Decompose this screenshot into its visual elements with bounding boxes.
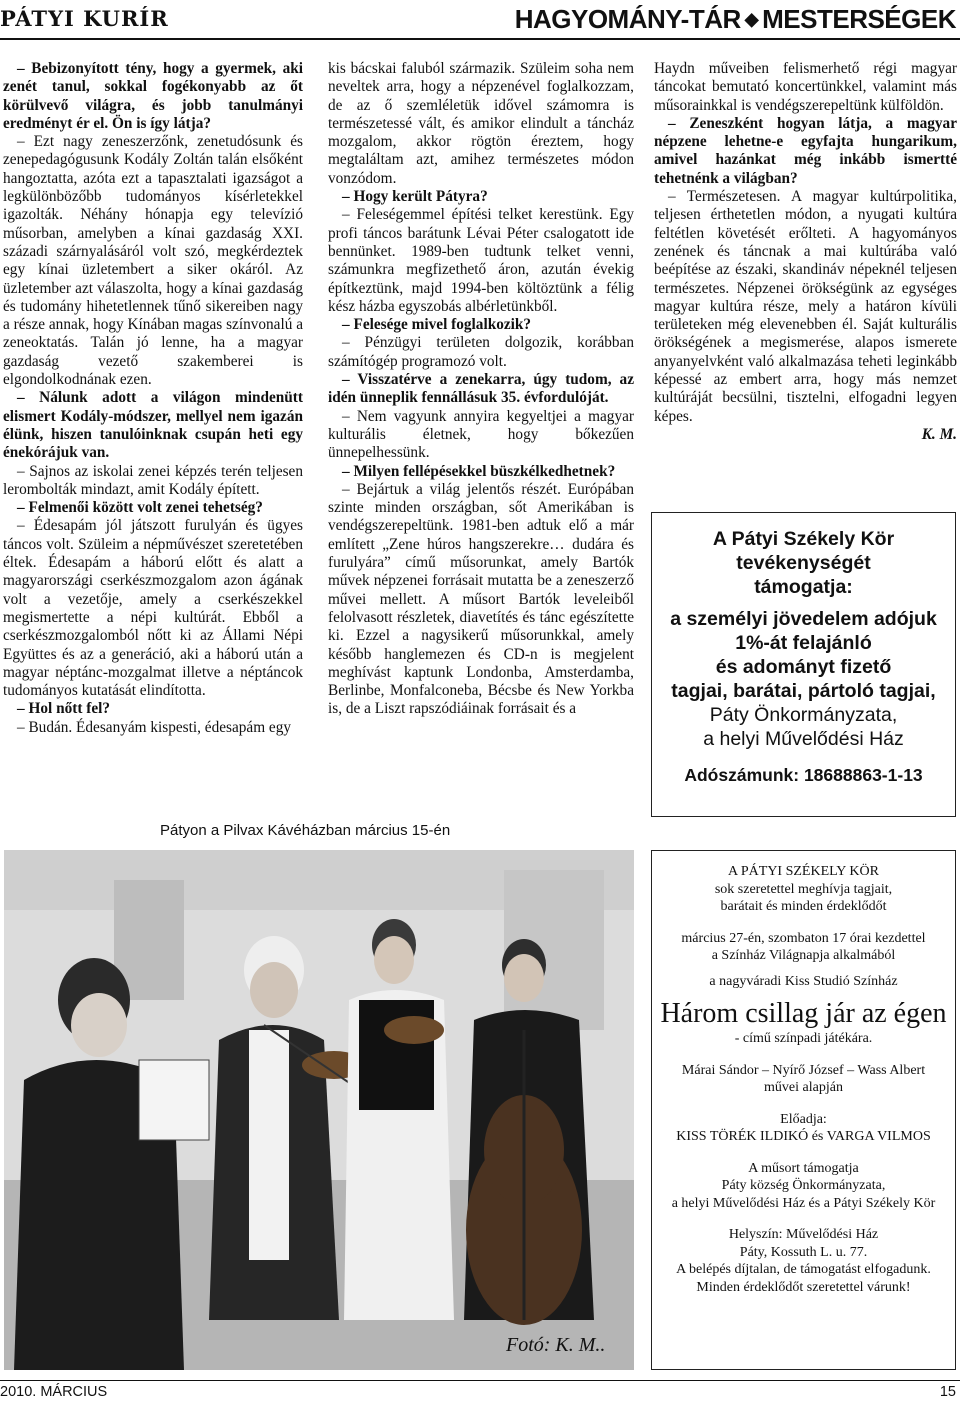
event-org: A PÁTYI SZÉKELY KÖR — [728, 864, 879, 879]
interview-question: – Felesége mivel foglalkozik? — [342, 316, 532, 334]
event-authors-1: Márai Sándor – Nyírő József – Wass Albert — [681, 1062, 926, 1078]
interview-question: – Hol nőtt fel? — [17, 700, 111, 718]
support-box — [651, 512, 956, 817]
issue-date: 2010. MÁRCIUS — [0, 1384, 108, 1400]
support-line-9: a helyi Művelődési Ház — [703, 728, 904, 750]
event-title: Három csillag jár az égen — [660, 998, 947, 1029]
interview-answer: Haydn műveiben felismerhető régi magyar táncokat bemutató koncertünkkel, valamint más műsorainkkal is vendégszerepeltünk külföldön. — [654, 60, 957, 114]
header-rule — [0, 38, 960, 40]
section-right: MESTERSÉGEK — [762, 4, 956, 34]
event-venue-3: A belépés díjtalan, de támogatást elfogadunk. — [676, 1262, 931, 1277]
column-3-body — [654, 60, 957, 426]
support-line-7: tagjai, barátai, pártoló tagjai, — [671, 680, 936, 702]
photo-credit: Fotó: K. M.. — [506, 1334, 606, 1356]
interview-answer: – Természetesen. A magyar kultúrpolitika, teljesen érthetetlen módon, a nyugati kultúra feltétlen követését erőlteti. A hagyományos zenének és táncnak a mai kultúrába való beépítése az északi, skandináv népeknél teljesen természetes. Népzenei örökségünk az egységes magyar kultúra része, mely a határon kívüli területeken még elevenebben él. Saját kulturális örökségének a megismerése, alapos ismerete anyanyelvként való alkalmazása teheti leginkább képessé az embert arra, hogy más nemzet kultúráját becsülni, tisztelni, elfogadni legyen képes. — [654, 188, 957, 425]
interview-question: – Hogy került Pátyra? — [342, 188, 488, 206]
support-line-2: tevékenységét — [736, 552, 871, 574]
interview-answer: – Sajnos az iskolai zenei képzés terén teljesen lerombolták mindazt, amit Kodály épített. — [3, 462, 303, 498]
tax-number: Adószámunk: 18688863-1-13 — [684, 765, 923, 785]
interview-answer: – Budán. Édesanyám kispesti, édesapám egy — [17, 718, 291, 736]
event-invite-2: barátait és minden érdeklődőt — [720, 899, 887, 914]
event-venue-4: Minden érdeklődőt szeretettel várunk! — [696, 1279, 911, 1295]
interview-question: – Milyen fellépésekkel büszkélkedhetnek? — [342, 462, 616, 480]
event-date-2: a Színház Világnapja alkalmából — [711, 948, 896, 963]
interview-answer: – Bejártuk a világ jelentős részét. Európában szinte minden országban, sőt Amerikában is vendégszerepeltünk. 1981-ben adtuk elő a már említett „Zene húros hangszerekre… dudára és furulyára” című műsorunkat, amely Bartók művek népzenei forrásait mutatta be a zeneszerző művei mellett. A műsort Bartók leveleiből felolvasott részletek, diavetítés és tánc egészítette ki. Ezzel a nagysikerű műsorunkkal, amely később hanglemezen és CD-n is megjelent meghívást kaptunk Londonba, Amsterdamba, Berlinbe, Monfalconeba, Bécsbe és New Yorkba is, de a Liszt rapszódiáinak forrásait és a — [328, 480, 634, 718]
photo-caption: Pátyon a Pilvax Kávéházban március 15-én — [160, 822, 451, 839]
support-line-1: A Pátyi Székely Kör — [712, 528, 895, 550]
musicians-photo — [4, 850, 634, 1370]
diamond-separator-icon: ◆ — [744, 9, 759, 29]
section-title — [515, 4, 956, 35]
event-sponsor-3: a helyi Művelődési Ház és a Pátyi Székely Kör — [671, 1195, 936, 1211]
event-performers: KISS TÖRÉK ILDIKÓ és VARGA VILMOS — [676, 1129, 931, 1144]
interview-answer: kis bácskai faluból származik. Szüleim soha nem neveltek arra, hogy a népzenével foglalkozzam, de az ő szemléletük idővel számomra is természetessé vált, és amikor elindult a táncház mozgalom, akkor rögtön éreztem, hogy megtaláltam azt, amihez természetes módon vonzódom. — [328, 60, 634, 187]
event-sponsor-1: A műsort támogatja — [748, 1160, 859, 1176]
interview-answer: – Nem vagyunk annyira kegyeltjei a magyar kulturális életnek, hogy bőkezűen ünnepelhessünk. — [328, 407, 634, 462]
interview-answer: – Ezt nagy zeneszerzőnk, zenetudósunk és zenepedagógusunk Kodály Zoltán talán elsőként hangoztatta, azóta ezt a tapasztalati igazságot a legkülönbözőbb tudományos kísérletekkel igazolták. Néhány hónapja egy televízió műsorban, amelyben a kínai gazdaság XXI. századi szárnyalásáról volt szó, megkérdeztek egy kínai üzletembert a siker okáról. Az üzletember azt válaszolta, hogy a kínai gazdaság és tudomány hihetetlennek tűnő sikereiben nagy a része annak, hogy Kínában magas színvonalú a zeneoktatás. Talán jó lenne, ha a magyar gazdaság vezető szakemberei is elgondolkodnának ezen. — [3, 133, 303, 389]
interview-question: – Visszatérve a zenekarra, úgy tudom, az idén ünneplik fennállásuk 35. évfordulóját. — [328, 371, 634, 407]
interview-question: – Felmenői között volt zenei tehetség? — [17, 499, 263, 517]
footer-rule — [0, 1380, 960, 1381]
event-box — [651, 850, 956, 1370]
article-column-1 — [3, 60, 303, 737]
event-invite-1: sok szeretettel meghívja tagjait, — [714, 881, 893, 897]
article-column-2 — [328, 60, 634, 719]
article-column-3 — [654, 60, 957, 444]
event-date-1: március 27-én, szombaton 17 órai kezdettel — [681, 930, 926, 946]
event-performers-label: Előadja: — [780, 1111, 827, 1127]
event-venue-2: Páty, Kossuth L. u. 77. — [739, 1244, 868, 1260]
event-studio: a nagyváradi Kiss Studió Színház — [709, 973, 898, 989]
section-left: HAGYOMÁNY-TÁR — [514, 4, 741, 34]
event-authors-2: művei alapján — [764, 1080, 843, 1095]
interview-answer: – Pénzügyi területen dolgozik, korábban számítógép programozó volt. — [328, 334, 634, 370]
author-signature: K. M. — [921, 425, 957, 443]
event-sponsor-2: Páty község Önkormányzata, — [721, 1178, 886, 1193]
interview-question: – Nálunk adott a világon mindenütt elismert Kodály-módszer, mellyel nem igazán élünk, hiszen tanulóinknak csupán heti egy énekórájuk van. — [3, 389, 303, 462]
support-line-3: támogatja: — [754, 576, 853, 598]
support-line-4: a személyi jövedelem adójuk — [670, 608, 937, 630]
interview-answer: – Édesapám jól játszott furulyán és ügyes táncos volt. Szüleim a népművészet szeretetében éltek. Édesapám a háború előtt és alatt a magyarországi cserkészmozgalom azon ágának volt a vezetője, amely a cserkészekkel megismertette a népi kultúrát. Ebből a cserkészmozgalomból nőtt ki az Állami Népi Együttes és az a generáció, aki a háború után a magyar néptánc-mozgalmat illetve a néptáncok tudományos kutatását elindította. — [3, 517, 303, 700]
page-number: 15 — [939, 1384, 956, 1400]
interview-question: – Bebizonyított tény, hogy a gyermek, aki zenét tanul, sokkal fogékonyabb az őt körülvevő világra, és jobb tanulmányi eredményt ér el. Ön is így látja? — [3, 60, 303, 132]
support-line-5: 1%-át felajánló — [735, 632, 872, 654]
event-venue-1: Helyszín: Művelődési Ház — [728, 1227, 879, 1242]
interview-question: – Zeneszként hogyan látja, a magyar népzene lehetne-e egyfajta hungarikum, amivel hazánkat még inkább ismertté tehetnénk a világban? — [654, 114, 957, 187]
support-line-6: és adományt fizető — [715, 656, 892, 678]
masthead: PÁTYI KURÍR — [0, 6, 169, 31]
photo-illustration — [4, 850, 634, 1370]
interview-answer: – Feleségemmel építési telket kerestünk. Egy profi táncos barátunk Lévai Péter csalogatott ide bennünket. 1989-ben tudtunk telket venni, számunkra megfizethető áron, azután évekig építkeztünk, majd 1994-ben költöztünk a félig kész házba egyszobás albérletünkből. — [328, 206, 634, 315]
support-line-8: Páty Önkormányzata, — [709, 704, 898, 726]
event-subtitle: - című színpadi játékára. — [734, 1031, 873, 1046]
